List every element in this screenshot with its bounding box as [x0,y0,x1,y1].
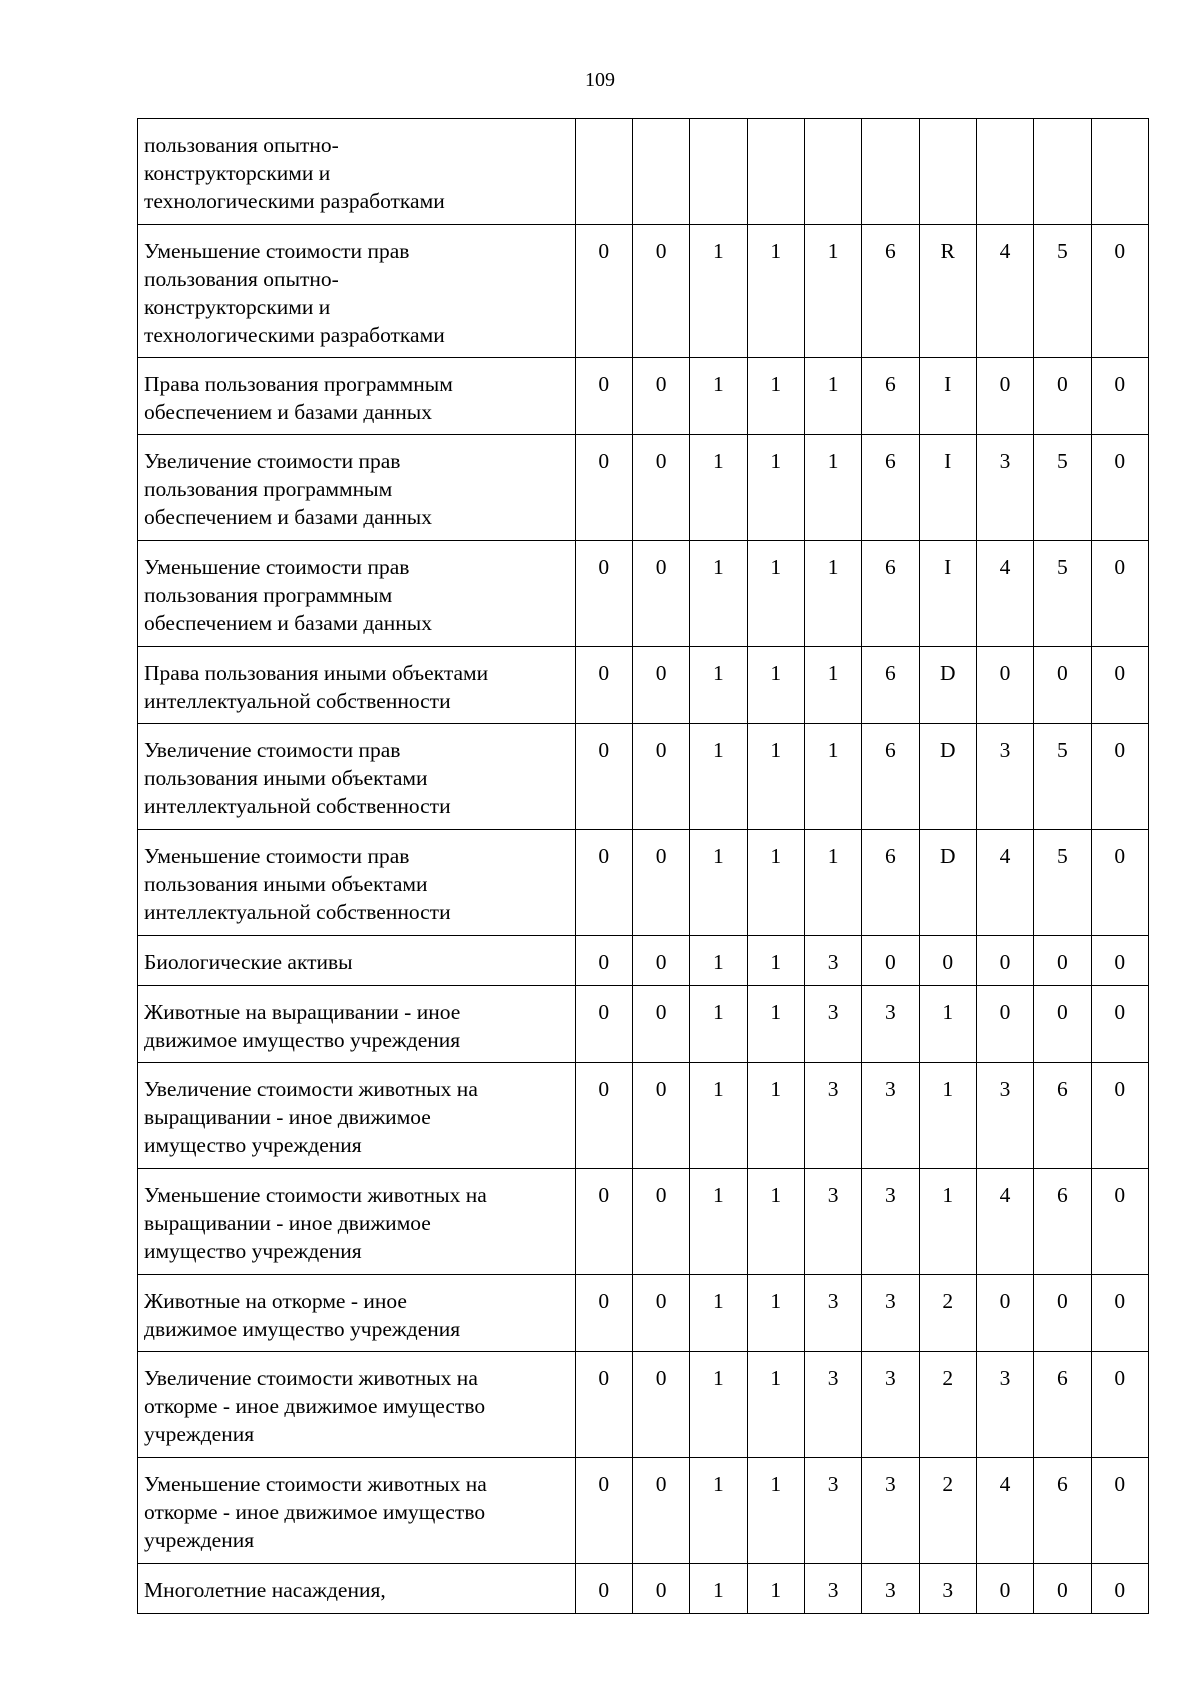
code-digit-cell: 6 [1034,1169,1091,1275]
code-digit-cell: 1 [747,986,804,1063]
table-row [138,541,1149,647]
code-digit-cell: 3 [804,1063,861,1169]
table-row [138,936,1149,986]
code-digit-cell: 0 [575,225,632,358]
page-number: 109 [585,69,615,91]
code-digit-cell: 3 [976,435,1033,541]
code-digit-cell: 5 [1034,724,1091,830]
table-row [138,358,1149,435]
code-digit-cell: 0 [575,541,632,647]
code-digit-cell: 3 [862,1458,919,1564]
account-name: Уменьшение стоимости животных на откорме - иное движимое имущество учреждения [144,1472,487,1552]
code-digit-cell: 0 [632,986,689,1063]
code-digit-cell: 3 [862,1063,919,1169]
account-name-cell [138,1564,576,1614]
code-digit-cell: 1 [747,936,804,986]
code-digit-cell: 0 [976,647,1033,724]
account-name: Уменьшение стоимости прав пользования опытно- конструкторскими и технологическими разработками [144,239,445,347]
code-digit-cell: 1 [747,1275,804,1352]
code-digit-cell: R [919,225,976,358]
code-digit-cell: 0 [575,830,632,936]
code-digit-cell: 0 [1091,1458,1148,1564]
code-digit-cell: 0 [1091,647,1148,724]
code-digit-cell: 5 [1034,435,1091,541]
account-name-cell [138,541,576,647]
code-digit-cell: 3 [804,1564,861,1614]
table-row [138,435,1149,541]
code-digit-cell: 3 [862,1352,919,1458]
code-digit-cell: 1 [690,724,747,830]
code-digit-cell: 0 [1091,1169,1148,1275]
code-digit-cell: 1 [747,1564,804,1614]
code-digit-cell: 0 [575,1564,632,1614]
code-digit-cell: 0 [919,936,976,986]
table-row [138,1564,1149,1614]
table-row [138,1169,1149,1275]
code-digit-cell: 5 [1034,541,1091,647]
code-digit-cell: 1 [747,435,804,541]
account-name-cell [138,1458,576,1564]
code-digit-cell: I [919,435,976,541]
code-digit-cell: 0 [575,1063,632,1169]
code-digit-cell: 1 [747,1063,804,1169]
code-digit-cell: 0 [1034,358,1091,435]
account-name: Уменьшение стоимости прав пользования иными объектами интеллектуальной собственности [144,844,451,924]
code-digit-cell: 6 [862,225,919,358]
account-name-cell [138,1063,576,1169]
code-digit-cell: 1 [919,1169,976,1275]
code-digit-cell: 0 [976,986,1033,1063]
code-digit-cell: 0 [976,1564,1033,1614]
code-digit-cell: 0 [575,358,632,435]
code-digit-cell: 0 [575,647,632,724]
code-digit-cell: 0 [632,225,689,358]
account-name: Права пользования программным обеспечением и базами данных [144,372,453,424]
code-digit-cell: 1 [690,358,747,435]
code-digit-cell: 1 [804,225,861,358]
code-digit-cell: 1 [747,1352,804,1458]
code-digit-cell: 1 [804,435,861,541]
code-digit-cell: 0 [575,1275,632,1352]
code-digit-cell: 1 [747,830,804,936]
code-digit-cell: 0 [632,541,689,647]
code-digit-cell: 1 [690,1063,747,1169]
code-digit-cell: D [919,724,976,830]
code-digit-cell: 1 [804,830,861,936]
code-digit-cell: 0 [632,1458,689,1564]
account-name: Уменьшение стоимости животных на выращивании - иное движимое имущество учреждения [144,1183,487,1263]
code-digit-cell: 2 [919,1458,976,1564]
code-digit-cell [690,119,747,225]
code-digit-cell: 1 [690,225,747,358]
account-name: Права пользования иными объектами интеллектуальной собственности [144,661,489,713]
code-digit-cell: 4 [976,830,1033,936]
code-digit-cell: 3 [804,986,861,1063]
code-digit-cell: 0 [575,936,632,986]
code-digit-cell: 3 [976,1352,1033,1458]
account-name-cell [138,986,576,1063]
code-digit-cell: 1 [747,225,804,358]
code-digit-cell: 3 [804,1458,861,1564]
code-digit-cell: 3 [804,936,861,986]
code-digit-cell: 1 [690,1352,747,1458]
code-digit-cell: 0 [1091,435,1148,541]
table-row [138,830,1149,936]
code-digit-cell: 0 [632,435,689,541]
code-digit-cell [976,119,1033,225]
code-digit-cell: 4 [976,1458,1033,1564]
account-name: Биологические активы [144,950,353,974]
account-name-cell [138,647,576,724]
code-digit-cell [804,119,861,225]
code-digit-cell: 3 [804,1275,861,1352]
code-digit-cell: 3 [976,724,1033,830]
account-name: Животные на откорме - иное движимое имущество учреждения [144,1289,461,1341]
table-body [138,119,1149,1614]
code-digit-cell [632,119,689,225]
table-row [138,1275,1149,1352]
account-code-table [137,118,1149,1614]
code-digit-cell: 6 [862,724,919,830]
code-digit-cell: 6 [1034,1458,1091,1564]
code-digit-cell: 0 [632,358,689,435]
code-digit-cell [919,119,976,225]
account-name: Животные на выращивании - иное движимое имущество учреждения [144,1000,461,1052]
code-digit-cell: 3 [919,1564,976,1614]
table-row [138,986,1149,1063]
code-digit-cell: 0 [976,936,1033,986]
code-digit-cell: 1 [919,1063,976,1169]
code-digit-cell: 0 [1091,724,1148,830]
code-digit-cell: I [919,358,976,435]
code-digit-cell: 2 [919,1352,976,1458]
code-digit-cell: 1 [690,830,747,936]
code-digit-cell: 0 [1034,986,1091,1063]
code-digit-cell: 3 [804,1352,861,1458]
table-row [138,1458,1149,1564]
code-digit-cell: 5 [1034,225,1091,358]
table-row [138,724,1149,830]
account-name-cell [138,358,576,435]
code-digit-cell: 1 [747,1458,804,1564]
code-digit-cell: 1 [747,724,804,830]
account-name: Многолетние насаждения, [144,1578,386,1602]
code-digit-cell [1034,119,1091,225]
code-digit-cell: 0 [1091,986,1148,1063]
account-name-cell [138,1169,576,1275]
code-digit-cell: 0 [575,1169,632,1275]
code-digit-cell: 6 [862,830,919,936]
code-digit-cell: 6 [1034,1352,1091,1458]
code-digit-cell: 0 [1091,541,1148,647]
table-row [138,647,1149,724]
code-digit-cell: 0 [1091,936,1148,986]
table-row [138,1063,1149,1169]
code-digit-cell: 5 [1034,830,1091,936]
code-digit-cell: 6 [862,358,919,435]
code-digit-cell: 0 [632,1169,689,1275]
code-digit-cell: 6 [862,541,919,647]
table-row [138,1352,1149,1458]
code-digit-cell [862,119,919,225]
code-digit-cell: 0 [976,358,1033,435]
code-digit-cell: 0 [575,986,632,1063]
code-digit-cell: I [919,541,976,647]
code-digit-cell: 4 [976,1169,1033,1275]
code-digit-cell: 0 [632,830,689,936]
account-name: Увеличение стоимости животных на выращивании - иное движимое имущество учреждения [144,1077,478,1157]
code-digit-cell: 0 [575,724,632,830]
code-digit-cell: 1 [804,724,861,830]
code-digit-cell: 1 [919,986,976,1063]
code-digit-cell: 0 [575,435,632,541]
code-digit-cell: D [919,830,976,936]
account-name-cell [138,830,576,936]
code-digit-cell: 0 [1091,1063,1148,1169]
code-digit-cell: 3 [804,1169,861,1275]
code-digit-cell: 3 [862,986,919,1063]
code-digit-cell: 0 [632,1564,689,1614]
code-digit-cell [1091,119,1148,225]
account-name-cell [138,435,576,541]
code-digit-cell: 0 [1034,1275,1091,1352]
code-digit-cell: 3 [862,1169,919,1275]
code-digit-cell: 0 [632,1063,689,1169]
code-digit-cell: 0 [632,724,689,830]
code-digit-cell: 0 [632,1275,689,1352]
code-digit-cell: 1 [804,358,861,435]
code-digit-cell: 0 [632,936,689,986]
code-digit-cell: 0 [1091,1564,1148,1614]
code-digit-cell: 0 [1034,936,1091,986]
account-name: Увеличение стоимости животных на откорме - иное движимое имущество учреждения [144,1366,486,1446]
code-digit-cell: 4 [976,541,1033,647]
code-digit-cell: 1 [690,647,747,724]
account-name-cell [138,119,576,225]
account-name-cell [138,225,576,358]
account-name-cell [138,724,576,830]
code-digit-cell: 6 [1034,1063,1091,1169]
code-digit-cell: 4 [976,225,1033,358]
account-name-cell [138,1275,576,1352]
code-digit-cell: 1 [690,435,747,541]
code-digit-cell: 0 [1091,1352,1148,1458]
account-name-cell [138,1352,576,1458]
code-digit-cell: 0 [1091,830,1148,936]
code-digit-cell: 2 [919,1275,976,1352]
code-digit-cell: 0 [1091,358,1148,435]
account-name: Уменьшение стоимости прав пользования программным обеспечением и базами данных [144,555,433,635]
code-digit-cell: 0 [575,1458,632,1564]
code-digit-cell: 1 [690,936,747,986]
code-digit-cell: 1 [690,1458,747,1564]
account-name: Увеличение стоимости прав пользования программным обеспечением и базами данных [144,449,433,529]
table-row [138,225,1149,358]
code-digit-cell: 0 [1091,225,1148,358]
code-digit-cell: 6 [862,647,919,724]
account-name: пользования опытно- конструкторскими и технологическими разработками [144,133,445,213]
code-digit-cell: 1 [690,1275,747,1352]
code-digit-cell: 3 [862,1275,919,1352]
code-digit-cell: D [919,647,976,724]
code-digit-cell: 0 [1034,1564,1091,1614]
code-digit-cell: 1 [747,541,804,647]
code-digit-cell: 0 [632,647,689,724]
code-digit-cell: 6 [862,435,919,541]
code-digit-cell: 3 [862,1564,919,1614]
code-digit-cell: 0 [1034,647,1091,724]
code-digit-cell: 1 [690,1564,747,1614]
code-digit-cell: 0 [1091,1275,1148,1352]
code-digit-cell [747,119,804,225]
code-digit-cell: 1 [804,647,861,724]
code-digit-cell: 0 [976,1275,1033,1352]
code-digit-cell: 1 [804,541,861,647]
table-row [138,119,1149,225]
code-digit-cell: 1 [690,1169,747,1275]
code-digit-cell: 1 [747,647,804,724]
code-digit-cell: 0 [862,936,919,986]
code-digit-cell: 1 [690,986,747,1063]
code-digit-cell: 1 [690,541,747,647]
code-digit-cell [575,119,632,225]
code-digit-cell: 0 [575,1352,632,1458]
account-name: Увеличение стоимости прав пользования иными объектами интеллектуальной собственности [144,738,451,818]
code-digit-cell: 3 [976,1063,1033,1169]
code-digit-cell: 1 [747,1169,804,1275]
code-digit-cell: 0 [632,1352,689,1458]
code-digit-cell: 1 [747,358,804,435]
account-name-cell [138,936,576,986]
